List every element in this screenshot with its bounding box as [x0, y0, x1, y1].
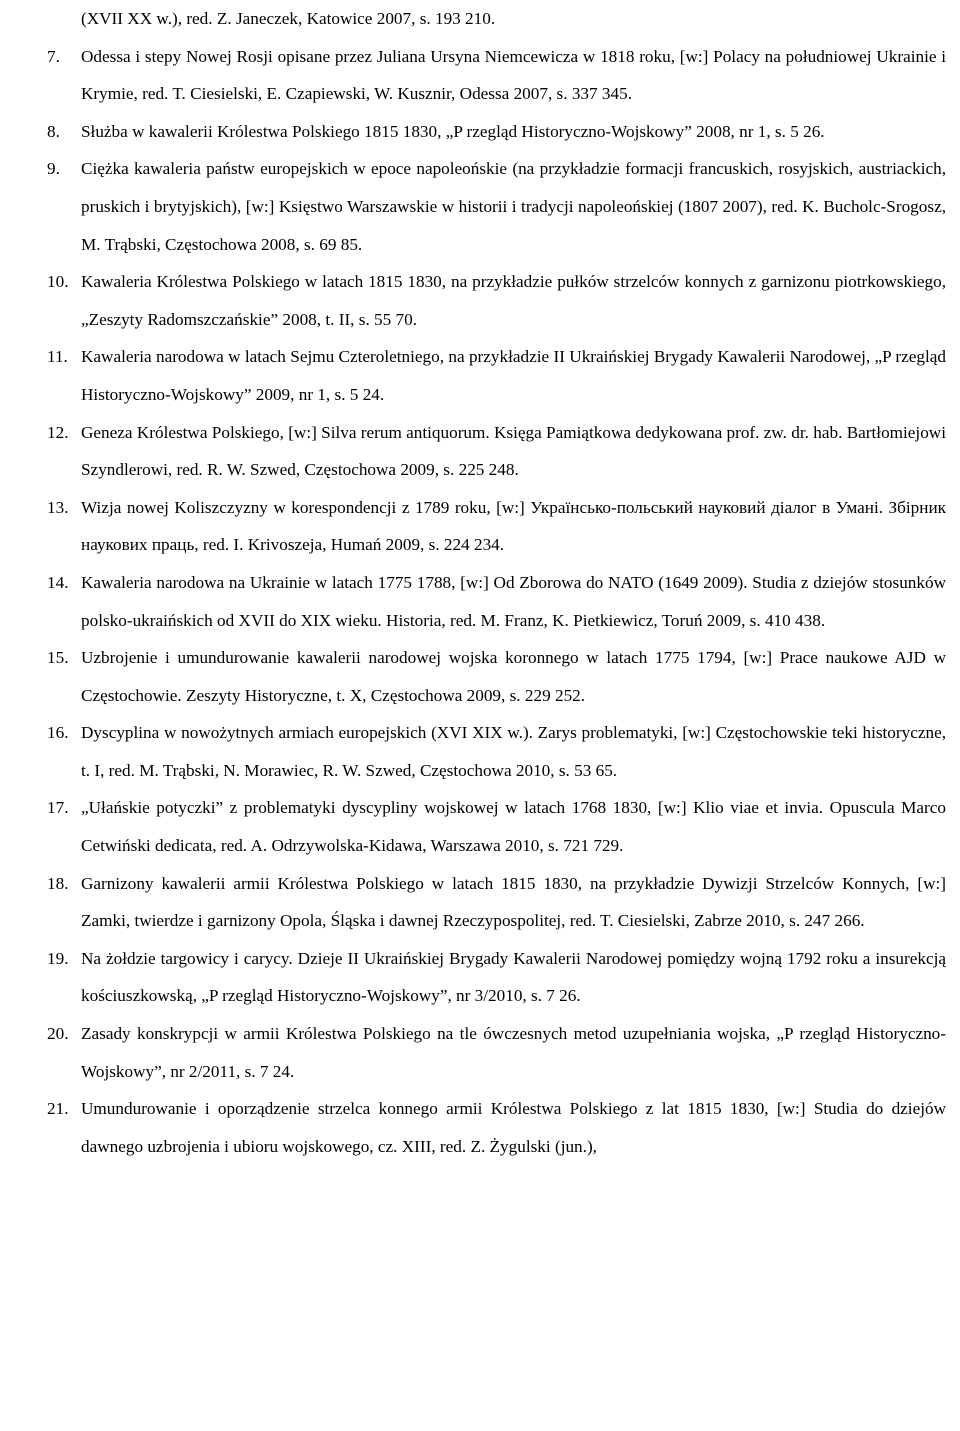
bibliography-entry — [0, 1015, 960, 1090]
entry-number: 7. — [47, 46, 60, 66]
entry-text: Ciężka kawaleria państw europejskich w epoce napoleońskie (na przykładzie formacji francuskich, rosyjskich, austriackich, pruskich i brytyjskich), [w:] Księstwo Warszawskie w historii i tradycji napoleońskiej (1807 2007), red. K. Bucholc-Srogosz, M. Trąbski, Częstochowa 2008, s. 69 85. — [81, 159, 946, 254]
entry-number: 14. — [47, 572, 69, 592]
entry-text: „Ułańskie potyczki” z problematyki dyscypliny wojskowej w latach 1768 1830, [w:] Klio viae et invia. Opuscula Marco Cetwiński dedicata, red. A. Odrzywolska-Kidawa, Warszawa 2010, s. 721 729. — [81, 798, 946, 856]
bibliography-entry — [0, 38, 960, 113]
entry-number: 10. — [47, 272, 69, 292]
entry-number: 18. — [47, 873, 69, 893]
entry-number: 13. — [47, 497, 69, 517]
bibliography-entry — [0, 564, 960, 639]
entry-text: Wizja nowej Koliszczyzny w korespondencji z 1789 roku, [w:] Українсько-польський науковий діалог в Умані. Збірник наукових праць, red. I. Krivoszeja, Humań 2009, s. 224 234. — [81, 497, 946, 555]
entry-text: Kawaleria narodowa na Ukrainie w latach 1775 1788, [w:] Od Zborowa do NATO (1649 2009). Studia z dziejów stosunków polsko-ukraińskich od XVII do XIX wieku. Historia, red. M. Franz, K. Pietkiewicz, Toruń 2009, s. 410 438. — [81, 572, 946, 630]
bibliography-entry — [0, 1090, 960, 1165]
bibliography-entry — [0, 865, 960, 940]
bibliography-entry — [0, 714, 960, 789]
entry-text: Uzbrojenie i umundurowanie kawalerii narodowej wojska koronnego w latach 1775 1794, [w:] Prace naukowe AJD w Częstochowie. Zeszyty Historyczne, t. X, Częstochowa 2009, s. 229 252. — [81, 648, 946, 705]
entry-number: 17. — [47, 798, 69, 818]
entry-text: Na żołdzie targowicy i carycy. Dzieje II Ukraińskiej Brygady Kawalerii Narodowej pomiędzy wojną 1792 roku a insurekcją kościuszkowską, „P rzegląd Historyczno-Wojskowy”, nr 3/2010, s. 7 26. — [81, 948, 946, 1006]
entry-text: Garnizony kawalerii armii Królestwa Polskiego w latach 1815 1830, na przykładzie Dywizji Strzelców Konnych, [w:] Zamki, twierdze i garnizony Opola, Śląska i dawnej Rzeczypospolitej, red. T. Ciesielski, Zabrze 2010, s. 247 266. — [81, 873, 946, 931]
entry-text: Dyscyplina w nowożytnych armiach europejskich (XVI XIX w.). Zarys problematyki, [w:] Częstochowskie teki historyczne, t. I, red. M. Trąbski, N. Morawiec, R. W. Szwed, Częstochowa 2010, s. 53 65. — [81, 723, 946, 780]
bibliography-entry — [0, 414, 960, 489]
bibliography-list — [0, 38, 960, 1166]
entry-number: 16. — [47, 723, 69, 743]
bibliography-entry — [0, 489, 960, 564]
entry-number: 11. — [47, 347, 68, 367]
bibliography-entry — [0, 113, 960, 151]
entry-number: 9. — [47, 159, 60, 179]
entry-number: 21. — [47, 1099, 69, 1119]
entry-number: 20. — [47, 1024, 69, 1044]
bibliography-entry — [0, 789, 960, 864]
entry-number: 15. — [47, 648, 69, 668]
bibliography-entry — [0, 639, 960, 714]
bibliography-entry — [0, 338, 960, 413]
bibliography-entry — [0, 940, 960, 1015]
entry-text: Umundurowanie i oporządzenie strzelca konnego armii Królestwa Polskiego z lat 1815 1830, [w:] Studia do dziejów dawnego uzbrojenia i ubioru wojskowego, cz. XIII, red. Z. Żygulski (jun.), — [81, 1099, 946, 1156]
entry-text: Geneza Królestwa Polskiego, [w:] Silva rerum antiquorum. Księga Pamiątkowa dedykowana prof. zw. dr. hab. Bartłomiejowi Szyndlerowi, red. R. W. Szwed, Częstochowa 2009, s. 225 248. — [81, 422, 946, 480]
bibliography-entry — [0, 263, 960, 338]
entry-text: Kawaleria narodowa w latach Sejmu Czteroletniego, na przykładzie II Ukraińskiej Brygady Kawalerii Narodowej, „P rzegląd Historyczno-Wojskowy” 2009, nr 1, s. 5 24. — [81, 347, 946, 404]
bibliography-entry — [0, 150, 960, 263]
entry-number: 12. — [47, 422, 69, 442]
entry-number: 8. — [47, 121, 60, 141]
entry-text: Służba w kawalerii Królestwa Polskiego 1815 1830, „P rzegląd Historyczno-Wojskowy” 2008, nr 1, s. 5 26. — [81, 121, 825, 141]
entry-text: Zasady konskrypcji w armii Królestwa Polskiego na tle ówczesnych metod uzupełniania wojska, „P rzegląd Historyczno-Wojskowy”, nr 2/2011, s. 7 24. — [81, 1024, 946, 1081]
entry-number: 19. — [47, 948, 69, 968]
continued-reference-text: (XVII XX w.), red. Z. Janeczek, Katowice 2007, s. 193 210. — [81, 9, 496, 28]
entry-text: Odessa i stepy Nowej Rosji opisane przez Juliana Ursyna Niemcewicza w 1818 roku, [w:] Polacy na południowej Ukrainie i Krymie, red. T. Ciesielski, E. Czapiewski, W. Kusznir, Odessa 2007, s. 337 345. — [81, 46, 946, 104]
entry-text: Kawaleria Królestwa Polskiego w latach 1815 1830, na przykładzie pułków strzelców konnych z garnizonu piotrkowskiego, „Zeszyty Radomszczańskie” 2008, t. II, s. 55 70. — [81, 272, 946, 329]
